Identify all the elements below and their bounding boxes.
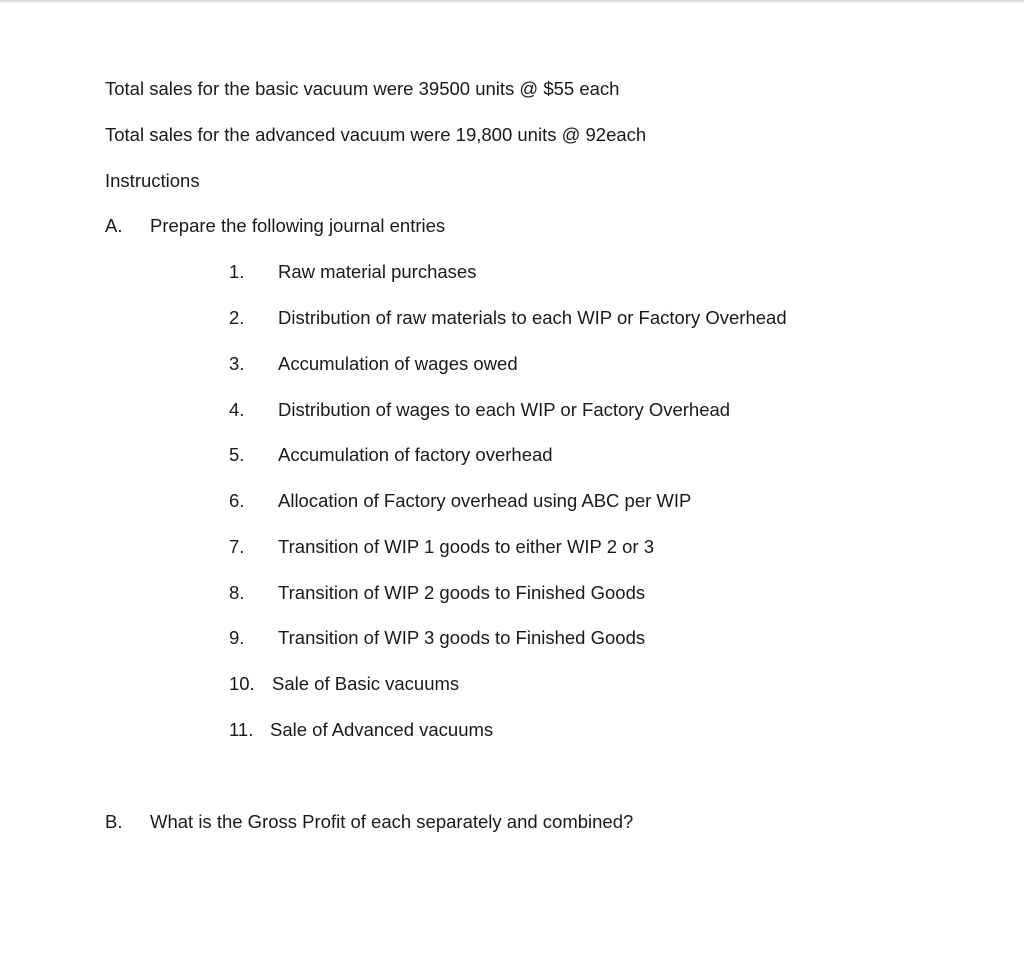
list-item-text: Accumulation of factory overhead (278, 444, 553, 465)
list-item-number: 2. (229, 307, 245, 328)
list-item-text: Transition of WIP 2 goods to Finished Goods (278, 582, 646, 603)
section-b-text: What is the Gross Profit of each separately and combined? (150, 811, 634, 832)
list-item-number: 11. (229, 719, 254, 740)
intro-basic-sales: Total sales for the basic vacuum were 39500 units @ $55 each (105, 78, 620, 99)
list-item-number: 10. (229, 673, 255, 694)
intro-advanced-sales: Total sales for the advanced vacuum were 19,800 units @ 92each (105, 124, 647, 145)
section-a-marker: A. (105, 215, 123, 236)
list-item-text: Raw material purchases (278, 261, 477, 282)
section-b-marker: B. (105, 811, 123, 832)
list-item-text: Allocation of Factory overhead using ABC per WIP (278, 490, 692, 511)
list-item-number: 8. (229, 582, 245, 603)
list-item-text: Sale of Basic vacuums (272, 673, 460, 694)
list-item-number: 1. (229, 261, 245, 282)
list-item-number: 4. (229, 399, 245, 420)
list-item-text: Sale of Advanced vacuums (270, 719, 494, 740)
instructions-heading: Instructions (105, 170, 200, 191)
list-item-text: Transition of WIP 1 goods to either WIP 2 or 3 (278, 536, 655, 557)
list-item-text: Accumulation of wages owed (278, 353, 518, 374)
list-item-number: 3. (229, 353, 245, 374)
list-item-text: Distribution of wages to each WIP or Factory Overhead (278, 399, 731, 420)
list-item-number: 5. (229, 444, 245, 465)
list-item-number: 7. (229, 536, 245, 557)
section-a-text: Prepare the following journal entries (150, 215, 446, 236)
list-item-number: 9. (229, 627, 245, 648)
list-item-number: 6. (229, 490, 245, 511)
list-item-text: Transition of WIP 3 goods to Finished Goods (278, 627, 646, 648)
list-item-text: Distribution of raw materials to each WIP or Factory Overhead (278, 307, 787, 328)
